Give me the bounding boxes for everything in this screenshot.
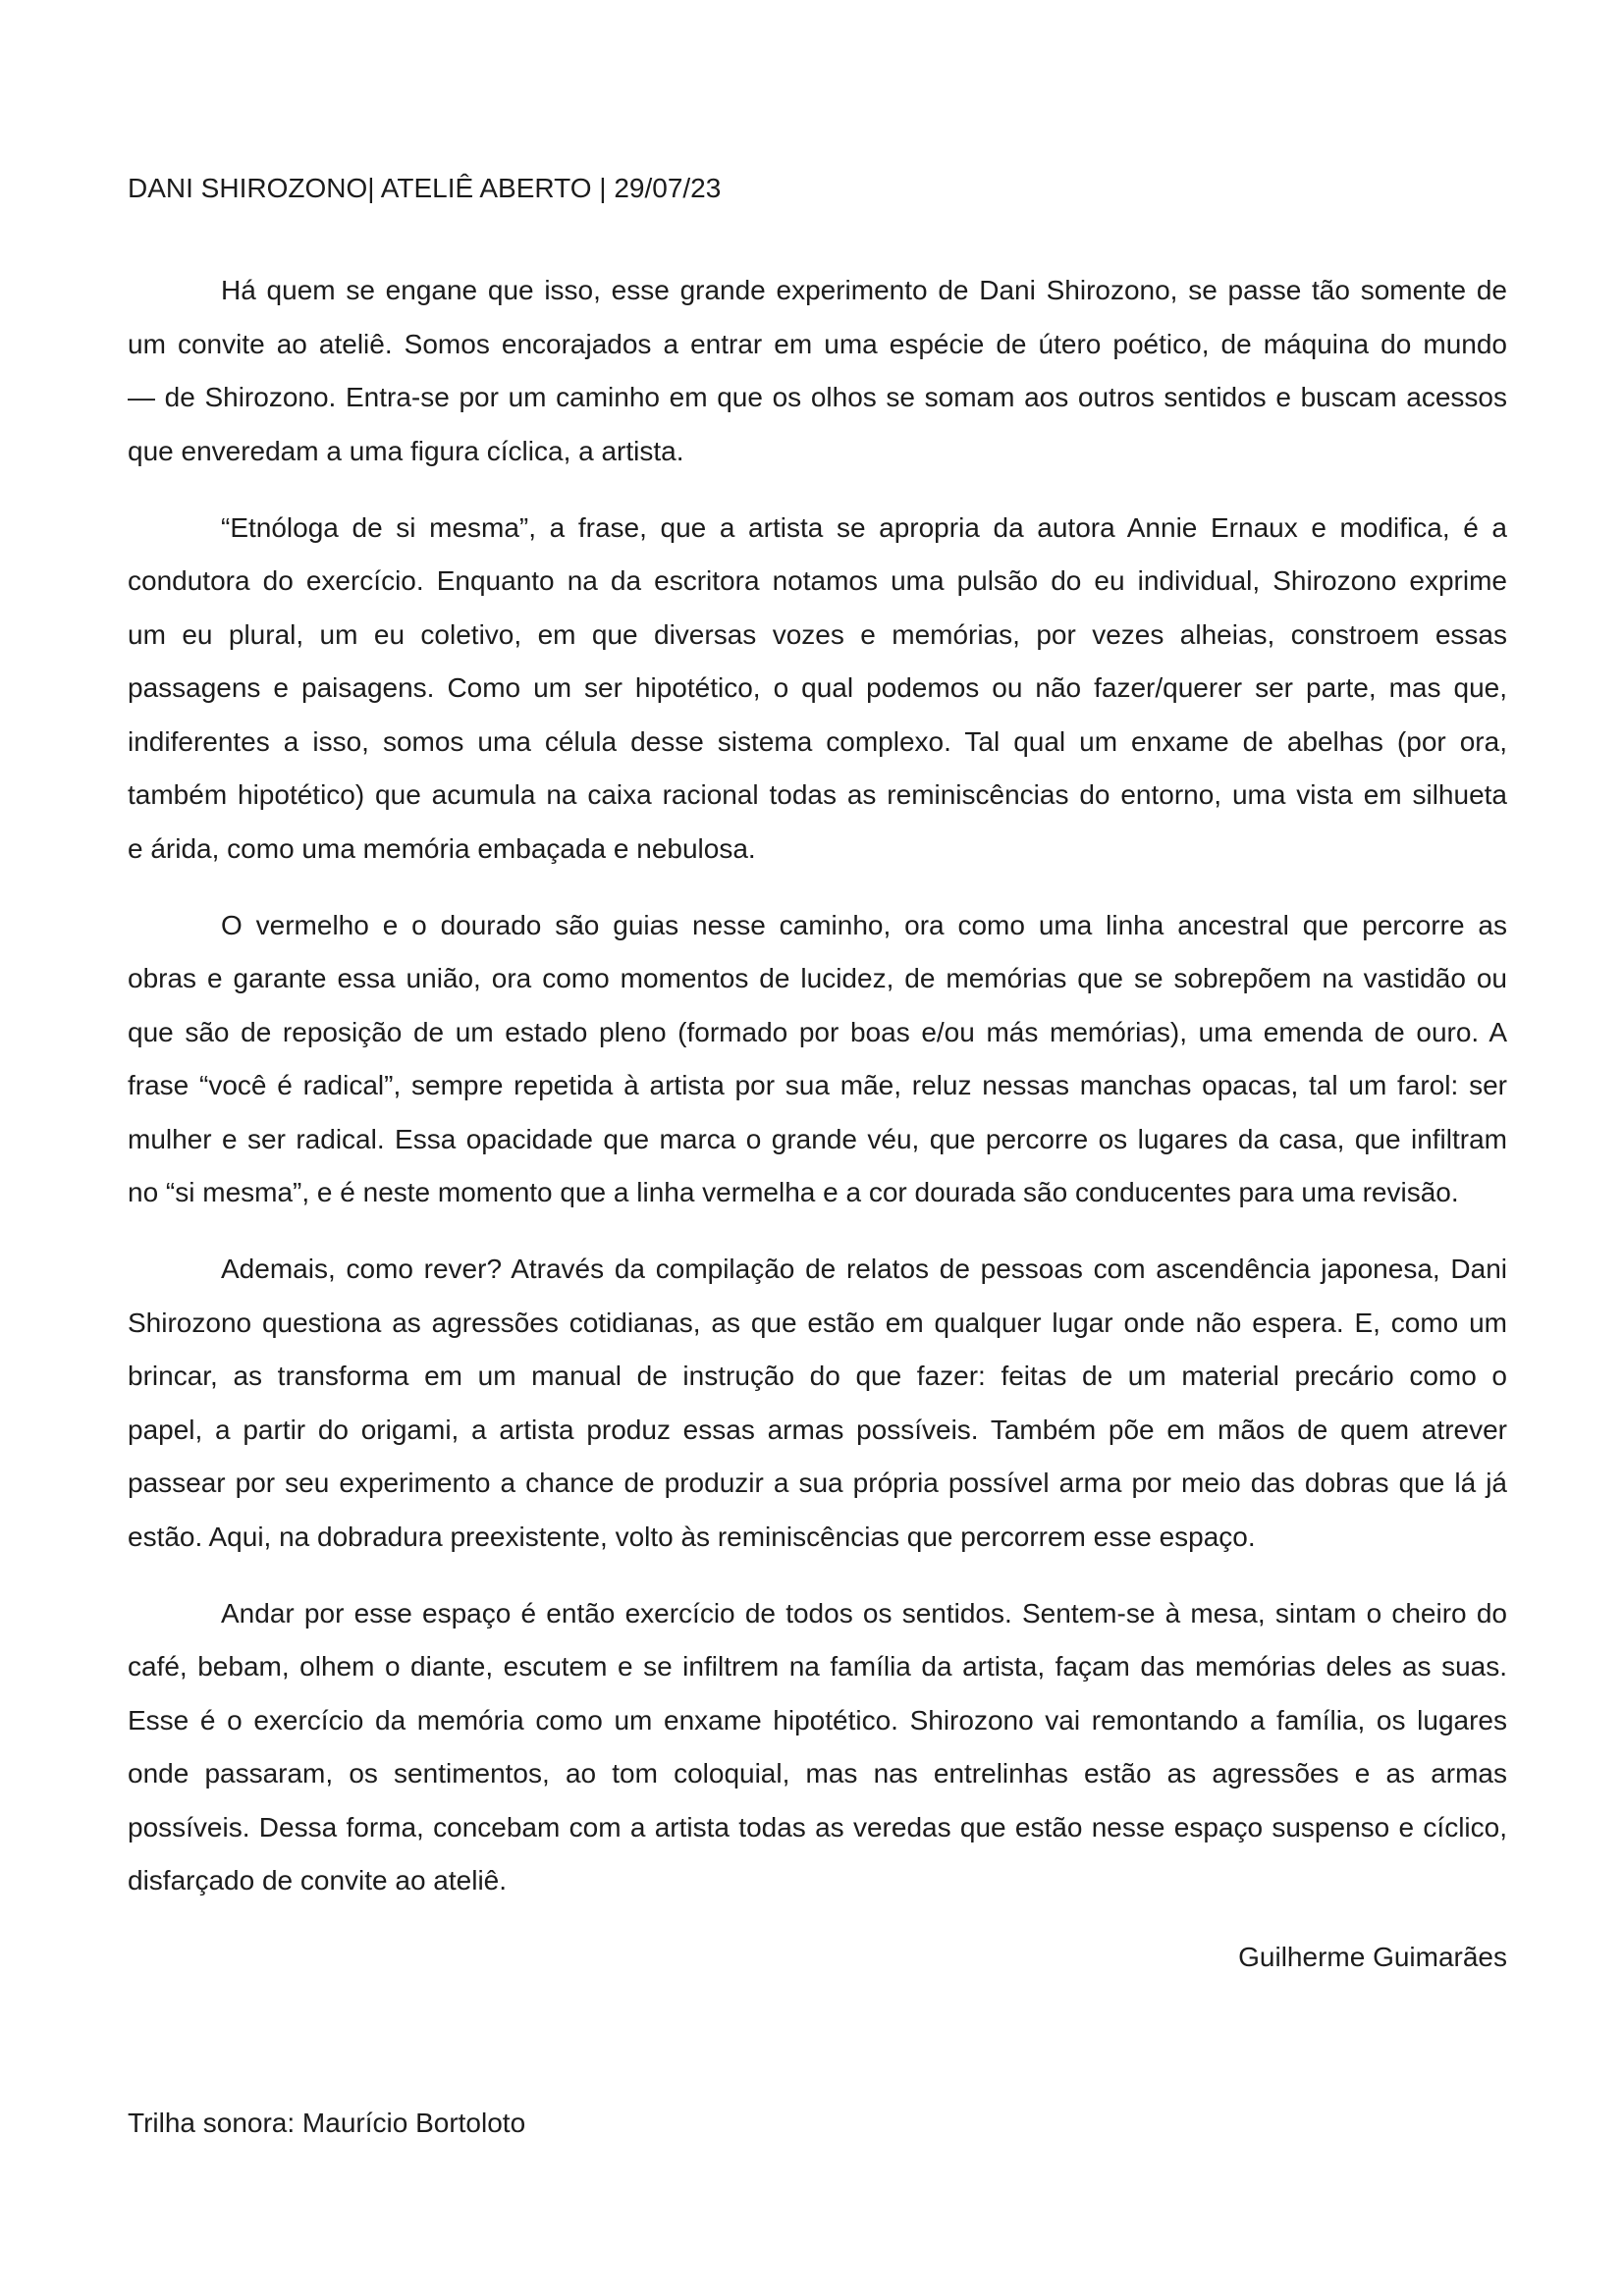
- text-line: indiferentes a isso, somos uma célula desse sistema complexo. Tal qual um enxame de abelhas (por ora,: [128, 725, 1507, 757]
- paragraph-1: [128, 264, 1507, 478]
- text-line: café, bebam, olhem o diante, escutem e se infiltrem na família da artista, façam das memórias deles as suas.: [128, 1651, 1507, 1682]
- paragraph-3: [128, 899, 1507, 1220]
- text-line: que enveredam a uma figura cíclica, a artista.: [128, 435, 684, 466]
- text-line: também hipotético) que acumula na caixa racional todas as reminiscências do entorno, uma vista em silhueta: [128, 779, 1507, 810]
- paragraph-5: [128, 1587, 1507, 1908]
- text-line: passear por seu experimento a chance de produzir a sua própria possível arma por meio das dobras que lá já: [128, 1468, 1507, 1498]
- text-line: possíveis. Dessa forma, concebam com a artista todas as veredas que estão nesse espaço suspenso e cíclico,: [128, 1811, 1507, 1842]
- text-line: um convite ao ateliê. Somos encorajados a entrar em uma espécie de útero poético, de máquina do mundo: [128, 328, 1507, 359]
- text-line: condutora do exercício. Enquanto na da escritora notamos uma pulsão do eu individual, Shirozono exprime: [128, 565, 1507, 596]
- text-line: Andar por esse espaço é então exercício de todos os sentidos. Sentem-se à mesa, sintam o cheiro do: [221, 1597, 1507, 1629]
- soundtrack-credit: Trilha sonora: Maurício Bortoloto: [128, 2108, 526, 2138]
- text-line: disfarçado de convite ao ateliê.: [128, 1865, 508, 1896]
- author-signature: Guilherme Guimarães: [1238, 1942, 1507, 1972]
- text-line: estão. Aqui, na dobradura preexistente, volto às reminiscências que percorrem esse espaço.: [128, 1521, 1256, 1552]
- text-line: — de Shirozono. Entra-se por um caminho em que os olhos se somam aos outros sentidos e buscam acessos: [128, 382, 1507, 412]
- document-title: DANI SHIROZONO| ATELIÊ ABERTO | 29/07/23: [128, 173, 722, 203]
- text-line: Esse é o exercício da memória como um enxame hipotético. Shirozono vai remontando a família, os lugares: [128, 1704, 1507, 1735]
- paragraph-2: [128, 502, 1507, 877]
- text-line: um eu plural, um eu coletivo, em que diversas vozes e memórias, por vezes alheias, constroem essas: [128, 618, 1507, 650]
- text-line: brincar, as transforma em um manual de instrução do que fazer: feitas de um material precário como o: [128, 1361, 1507, 1391]
- text-line: O vermelho e o dourado são guias nesse caminho, ora como uma linha ancestral que percorre as: [221, 909, 1507, 940]
- text-line: frase “você é radical”, sempre repetida à artista por sua mãe, reluz nessas manchas opacas, tal um farol: ser: [128, 1070, 1507, 1100]
- text-line: e árida, como uma memória embaçada e nebulosa.: [128, 832, 756, 864]
- text-line: no “si mesma”, e é neste momento que a linha vermelha e a cor dourada são conducentes para uma revisão.: [128, 1177, 1459, 1207]
- paragraph-4: [128, 1243, 1507, 1564]
- text-line: mulher e ser radical. Essa opacidade que marca o grande véu, que percorre os lugares da casa, que infiltram: [128, 1123, 1507, 1154]
- text-line: Shirozono questiona as agressões cotidianas, as que estão em qualquer lugar onde não espera. E, como um: [128, 1307, 1507, 1338]
- text-line: passagens e paisagens. Como um ser hipotético, o qual podemos ou não fazer/querer ser parte, mas que,: [128, 672, 1507, 703]
- text-line: Há quem se engane que isso, esse grande experimento de Dani Shirozono, se passe tão somente de: [221, 275, 1507, 305]
- text-line: papel, a partir do origami, a artista produz essas armas possíveis. Também põe em mãos de quem atrever: [128, 1414, 1507, 1445]
- text-line: obras e garante essa união, ora como momentos de lucidez, de memórias que se sobrepõem na vastidão ou: [128, 963, 1507, 993]
- text-line: Ademais, como rever? Através da compilação de relatos de pessoas com ascendência japonesa, Dani: [221, 1254, 1507, 1284]
- text-line: “Etnóloga de si mesma”, a frase, que a artista se apropria da autora Annie Ernaux e modifica, é a: [221, 511, 1507, 543]
- text-line: que são de reposição de um estado pleno (formado por boas e/ou más memórias), uma emenda de ouro. A: [128, 1016, 1507, 1047]
- document-body: [128, 264, 1507, 1985]
- text-line: onde passaram, os sentimentos, ao tom coloquial, mas nas entrelinhas estão as agressões e as armas: [128, 1758, 1507, 1789]
